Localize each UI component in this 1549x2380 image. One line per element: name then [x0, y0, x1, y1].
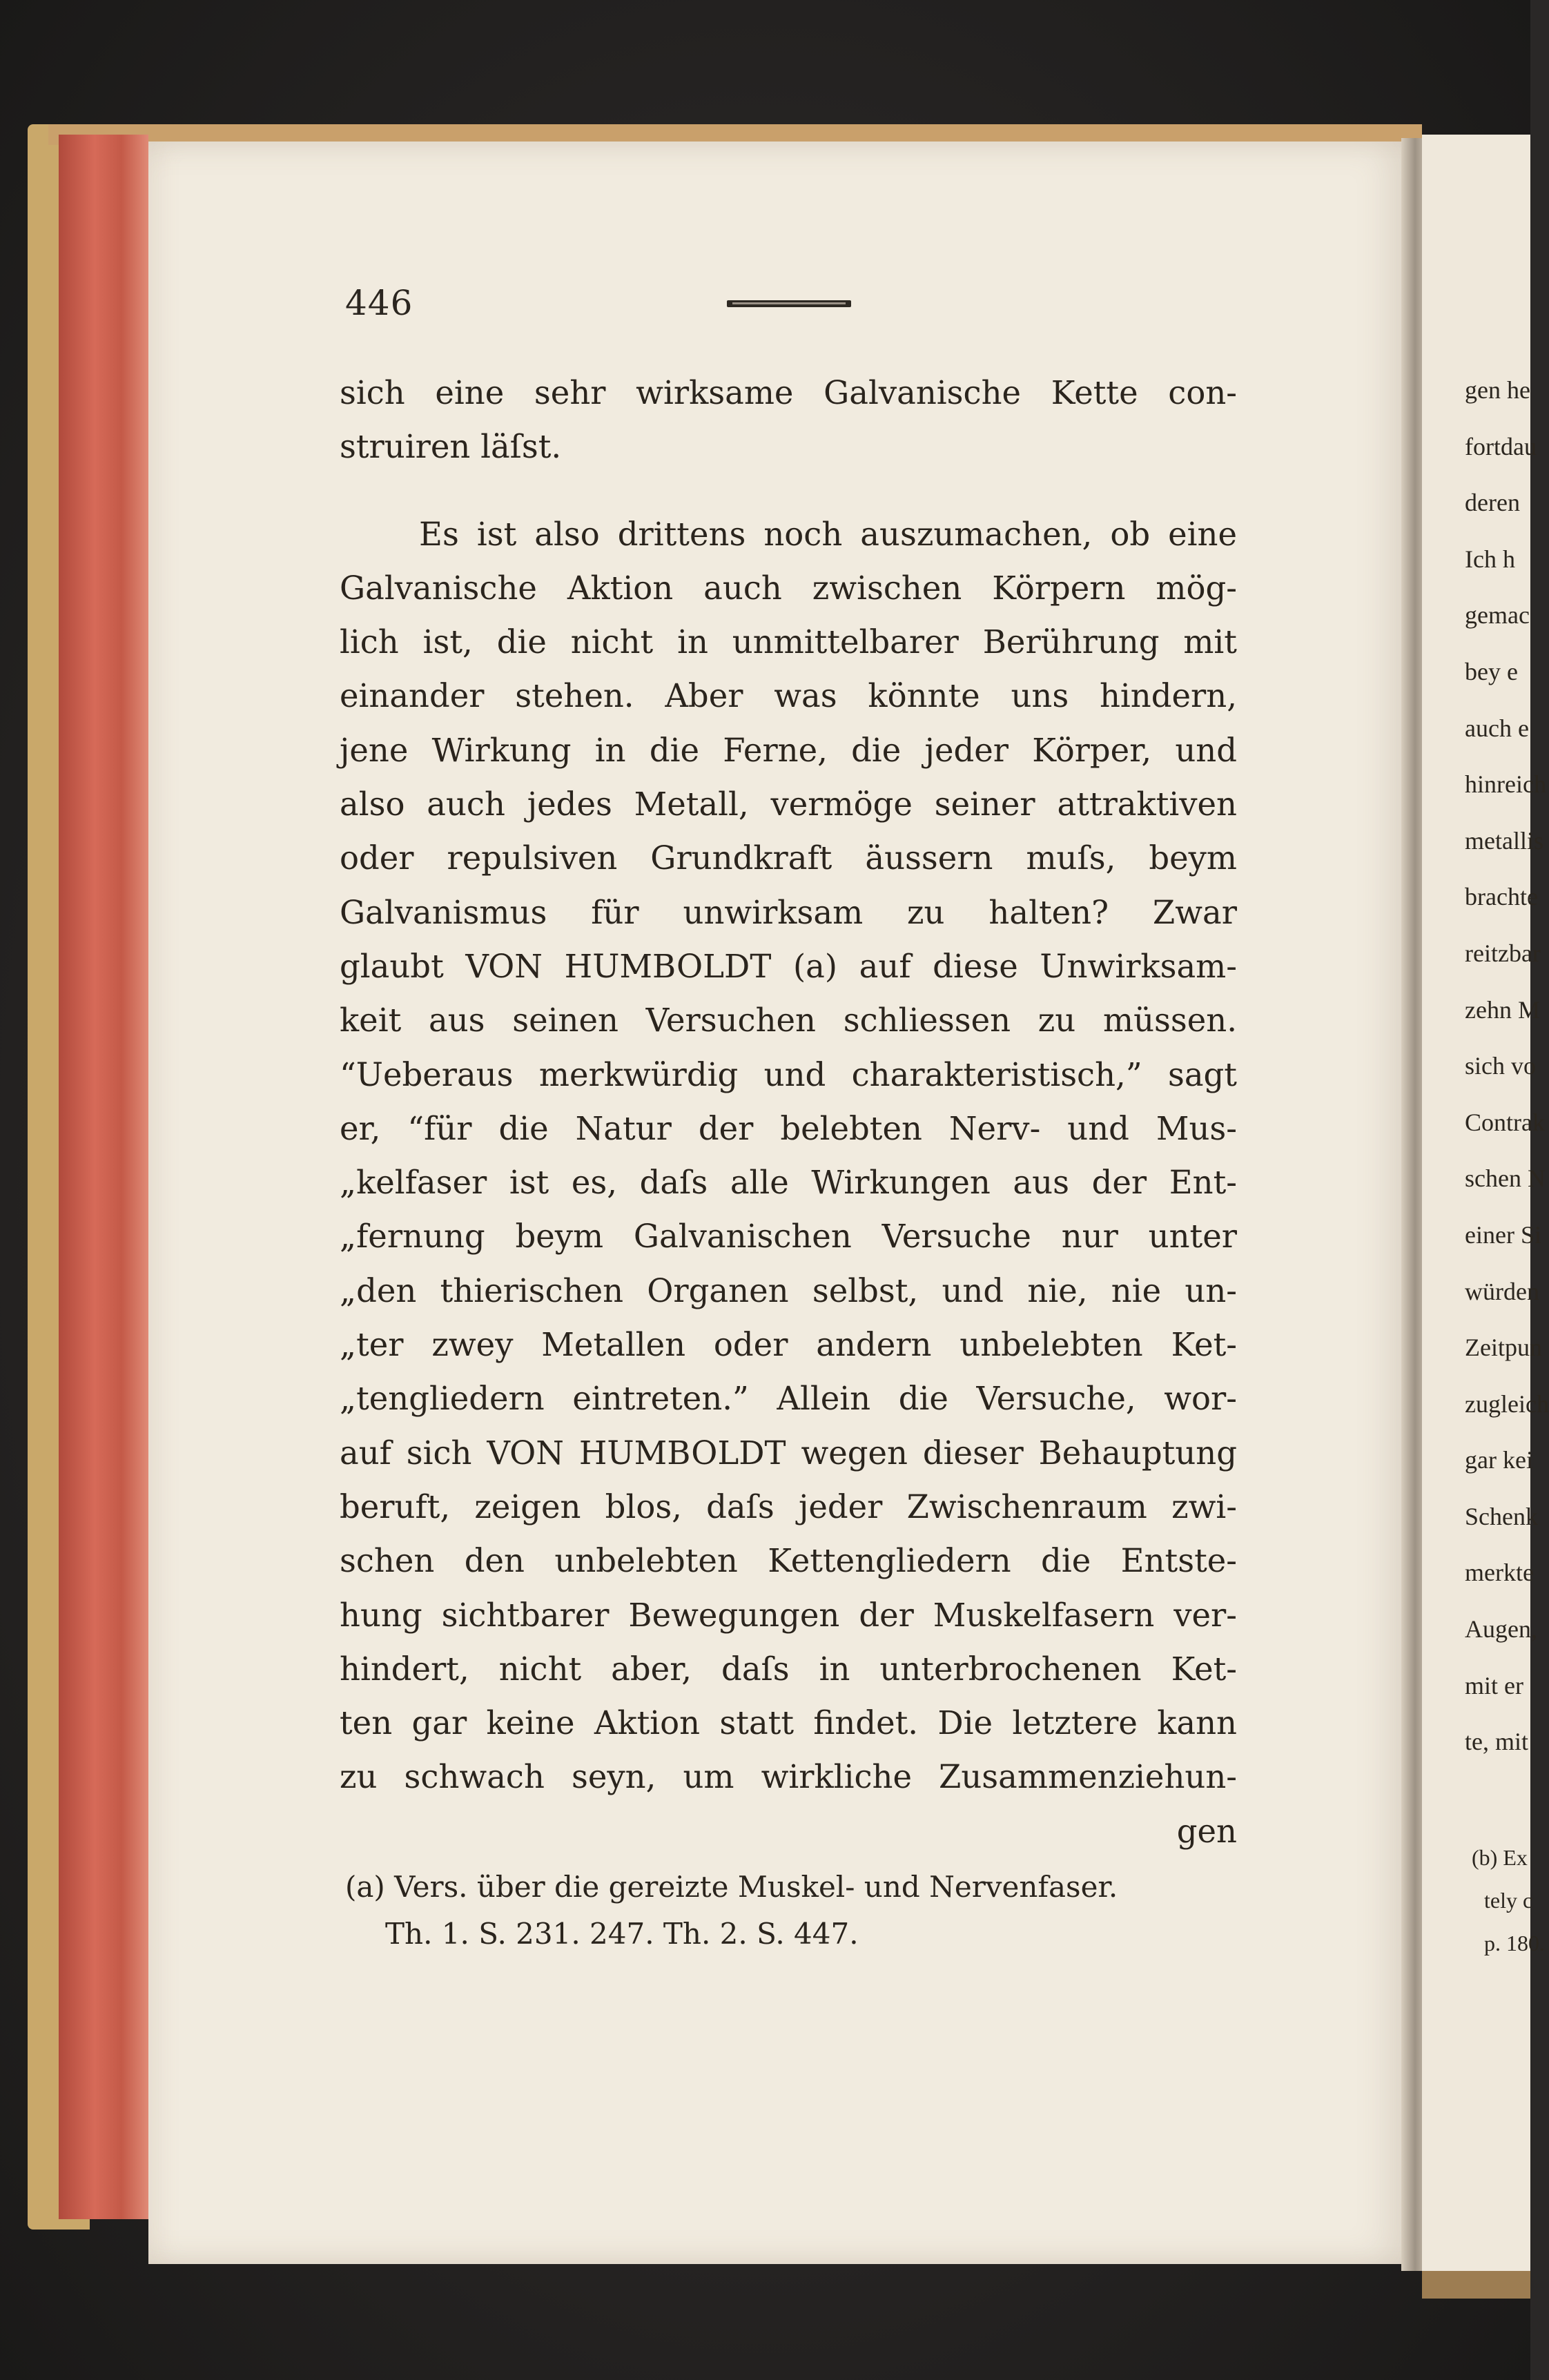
text-line: Augen, [1465, 1615, 1537, 1643]
text-line: keit aus seinen Versuchen schliessen zu müssen. [340, 1002, 1237, 1040]
text-line: „fernung beym Galvanischen Versuche nur unter [340, 1218, 1237, 1256]
text-line: glaubt VON HUMBOLDT (a) auf diese Unwirksam- [340, 947, 1237, 985]
facing-page-footnote [1472, 1836, 1545, 1964]
text-line: te, mit [1465, 1728, 1528, 1756]
text-line: (a) Vers. über die gereizte Muskel- und Nervenfaser. [345, 1870, 1118, 1904]
text-line: hung sichtbarer Bewegungen der Muskelfasern ver- [340, 1596, 1237, 1634]
text-line: “Ueberaus merkwürdig und charakteristisch,” sagt [340, 1055, 1237, 1093]
text-line: auf sich VON HUMBOLDT wegen dieser Behauptung [340, 1434, 1237, 1472]
paragraph-gap [340, 474, 1237, 507]
text-line: tely c [1484, 1888, 1533, 1913]
book-cover-corner [1422, 2271, 1530, 2299]
text-line: „ter zwey Metallen oder andern unbelebten Ket- [340, 1326, 1237, 1364]
text-line: Es ist also drittens noch auszumachen, ob eine [419, 515, 1237, 553]
text-line: hindert, nicht aber, daſs in unterbrochenen Ket- [340, 1650, 1237, 1688]
page-number: 446 [345, 283, 413, 323]
text-line: brachte [1465, 883, 1538, 911]
text-line: zu schwach seyn, um wirkliche Zusammenziehun- [340, 1758, 1237, 1796]
text-line: würden [1465, 1277, 1539, 1305]
header-rule [727, 300, 851, 307]
red-page-edges [59, 135, 148, 2219]
text-line: struiren läſst. [340, 428, 562, 466]
text-line: gen [1176, 1812, 1237, 1850]
text-line: ten gar keine Aktion statt findet. Die letztere kann [340, 1704, 1237, 1742]
text-line: schen den unbelebten Kettengliedern die Entste- [340, 1542, 1237, 1580]
text-line: fortdau [1465, 432, 1537, 460]
text-line: (b) Ex [1472, 1845, 1528, 1870]
text-line: einander stehen. Aber was könnte uns hindern, [340, 677, 1237, 715]
text-line: Th. 1. S. 231. 247. Th. 2. S. 447. [385, 1917, 859, 1951]
text-line: Ich h [1465, 545, 1515, 573]
text-line: gemac [1465, 601, 1530, 630]
text-line: also auch jedes Metall, vermöge seiner attraktiven [340, 786, 1237, 823]
text-line: auch e [1465, 714, 1529, 742]
facing-page-text [1465, 362, 1549, 1771]
text-line: „kelfaser ist es, daſs alle Wirkungen aus der Ent- [340, 1164, 1237, 1202]
page-header [345, 283, 1243, 338]
text-line: Contrak [1465, 1108, 1545, 1136]
text-line: bey e [1465, 657, 1518, 685]
text-line: sich eine sehr wirksame Galvanische Kette con- [340, 374, 1237, 411]
text-line: hinreich [1465, 770, 1546, 799]
text-line: merkte [1465, 1559, 1534, 1587]
text-line: oder repulsiven Grundkraft äussern muſs, beym [340, 839, 1237, 877]
text-line: reitzbar [1465, 939, 1541, 967]
text-line: gar kei [1465, 1446, 1533, 1474]
text-line: beruft, zeigen blos, daſs jeder Zwischenraum zwi- [340, 1488, 1237, 1525]
footnote-block [345, 1864, 1239, 1958]
text-line: Zeitpun [1465, 1334, 1542, 1362]
text-line: lich ist, die nicht in unmittelbarer Berührung mit [340, 623, 1237, 661]
text-line: Galvanismus für unwirksam zu halten? Zwar [340, 893, 1237, 931]
text-line: Schenk [1465, 1502, 1538, 1530]
text-line: „den thierischen Organen selbst, und nie, nie un- [340, 1271, 1237, 1309]
text-line: mit er [1465, 1671, 1523, 1699]
text-line: er, “für die Natur der belebten Nerv- und Mus- [340, 1109, 1237, 1147]
text-line: jene Wirkung in die Ferne, die jeder Körper, und [340, 731, 1237, 769]
text-line: schen N [1465, 1164, 1546, 1193]
text-line: zugleich [1465, 1389, 1549, 1418]
text-line: sich vo [1465, 1052, 1536, 1080]
text-line: deren [1465, 489, 1520, 517]
text-line: metallis [1465, 826, 1543, 855]
text-line: gen he [1465, 376, 1530, 404]
text-line: „tengliedern eintreten.” Allein die Versuche, wor- [340, 1380, 1237, 1418]
main-text-block [340, 366, 1237, 1858]
text-line: p. 180. [1484, 1931, 1545, 1955]
text-line: Galvanische Aktion auch zwischen Körpern mög- [340, 569, 1237, 607]
text-line: einer Si [1465, 1220, 1541, 1249]
text-line: zehn M [1465, 995, 1540, 1024]
